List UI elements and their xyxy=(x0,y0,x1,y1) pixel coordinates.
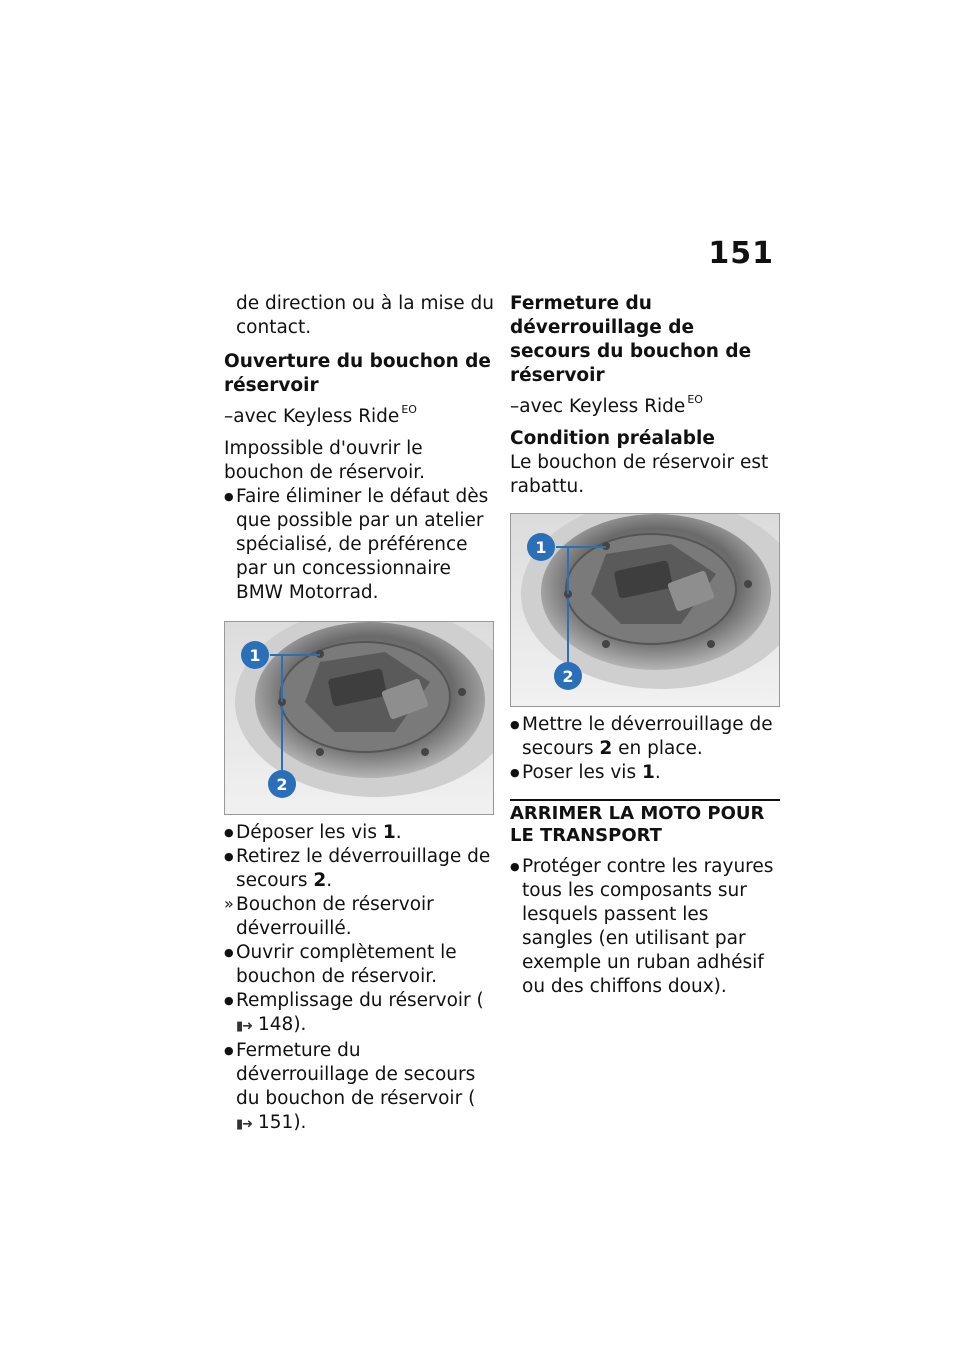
heading-precondition: Condition préalable xyxy=(510,428,715,449)
heading-close-cap: Fermeture du déverrouillage de secours du bouchon de réservoir xyxy=(510,293,752,386)
body-impossible-open: Impossible d'ouvrir le bouchon de réservoir. xyxy=(224,438,426,483)
arrow-right-icon: ▮➜ xyxy=(236,1019,253,1034)
list-item: ● Protéger contre les rayures tous les composants sur lesquels passent les sangles (en utilisant par exemple un ruban adhésif ou des chiffons doux). xyxy=(510,855,780,999)
list-item: ● Faire éliminer le défaut dès que possible par un atelier spécialisé, de préférence par un concessionnaire BMW Motorrad. xyxy=(224,485,494,605)
list-item: ● Fermeture du déverrouillage de secours du bouchon de réservoir (▮➜ 151). xyxy=(224,1039,494,1137)
subheading-keyless-text: –avec Keyless Ride xyxy=(224,406,400,427)
tank-cap-illustration xyxy=(225,622,493,814)
body-cap-folded: Le bouchon de réservoir est rabattu. xyxy=(510,452,769,497)
reference-number: 2 xyxy=(599,738,613,759)
list-item: ● Remplissage du réservoir (▮➜ 148). xyxy=(224,989,494,1039)
list-item: ● Mettre le déverrouillage de secours 2 en place. xyxy=(510,713,780,761)
page-number: 151 xyxy=(708,236,774,271)
subheading-keyless-text: –avec Keyless Ride xyxy=(510,396,686,417)
left-column xyxy=(224,292,494,1137)
section-title-transport: ARRIMER LA MOTO POUR LE TRANSPORT xyxy=(510,799,780,847)
callout-1: 1 xyxy=(249,646,261,665)
step-list-left xyxy=(224,821,494,1137)
heading-open-cap: Ouverture du bouchon de réservoir xyxy=(224,351,491,396)
reference-number: 1 xyxy=(382,822,396,843)
reference-number: 1 xyxy=(641,762,655,783)
optional-equipment-mark: EO xyxy=(687,393,703,406)
intro-line-2: contact. xyxy=(236,317,312,338)
callout-1: 1 xyxy=(535,538,547,557)
list-item: ● Ouvrir complètement le bouchon de réservoir. xyxy=(224,941,494,989)
bullet-list-workshop xyxy=(224,485,494,605)
page-reference[interactable]: 148 xyxy=(258,1014,294,1035)
subheading-keyless xyxy=(510,388,780,419)
bullet-list-transport xyxy=(510,855,780,999)
reference-number: 2 xyxy=(313,870,327,891)
list-item: ● Déposer les vis 1. xyxy=(224,821,494,845)
list-item: ● Retirez le déverrouillage de secours 2. xyxy=(224,845,494,893)
tank-cap-illustration xyxy=(511,514,779,706)
page-reference[interactable]: 151 xyxy=(258,1112,294,1133)
arrow-right-icon: ▮➜ xyxy=(236,1117,253,1132)
optional-equipment-mark: EO xyxy=(401,403,417,416)
figure-tank-cap-right xyxy=(510,513,780,707)
result-item: » Bouchon de réservoir déverrouillé. xyxy=(224,893,494,941)
list-item: ● Poser les vis 1. xyxy=(510,761,780,785)
intro-line-1: de direction ou à la mise du xyxy=(236,293,494,314)
subheading-keyless xyxy=(224,398,494,429)
callout-2: 2 xyxy=(276,775,288,794)
figure-tank-cap-left xyxy=(224,621,494,815)
callout-2: 2 xyxy=(562,667,574,686)
step-list-right xyxy=(510,713,780,785)
right-column xyxy=(510,292,780,999)
